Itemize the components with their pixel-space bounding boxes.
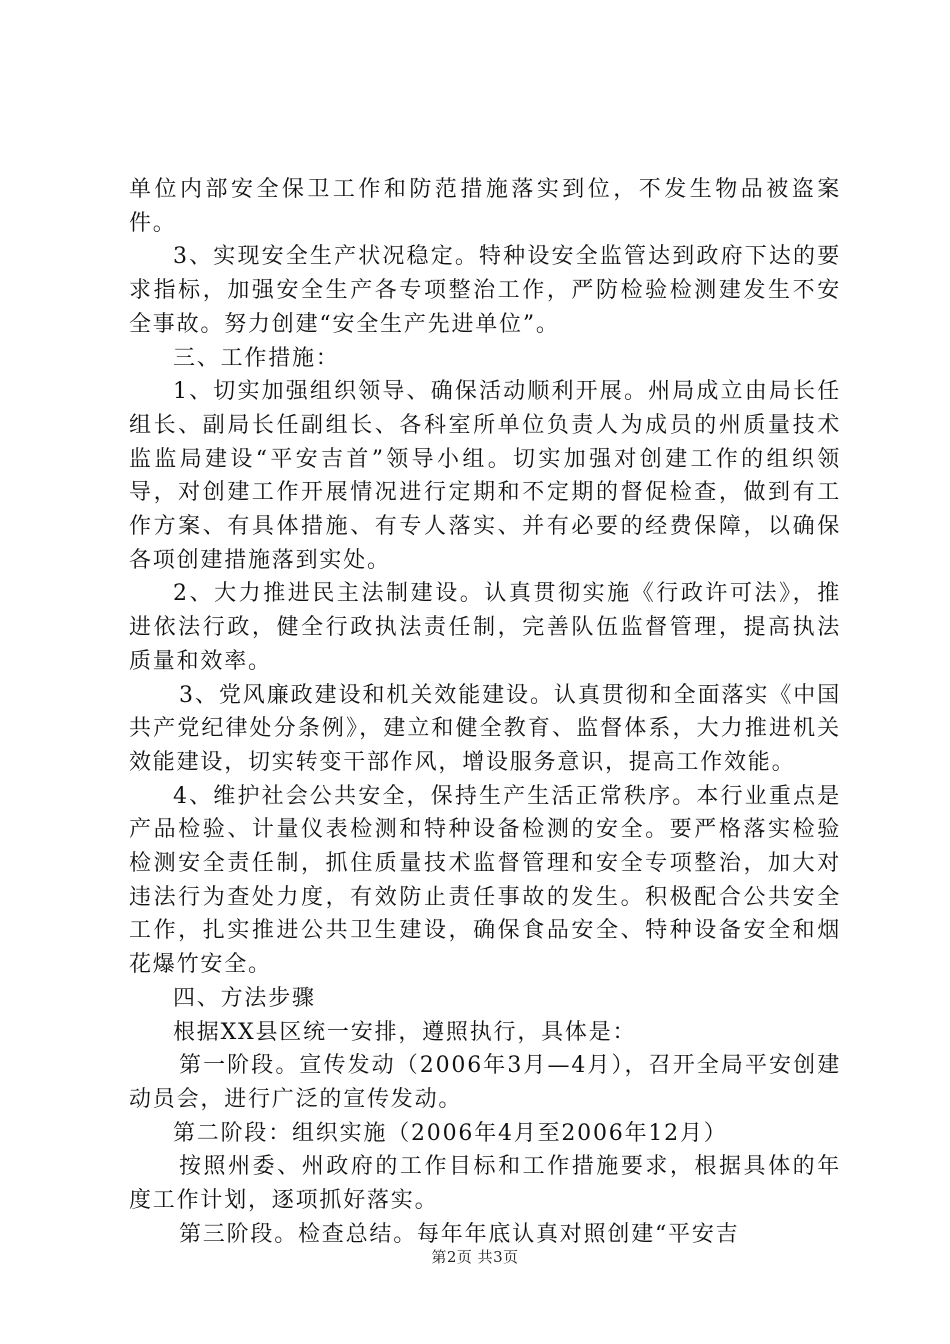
paragraph: 第二阶段：组织实施（2006年4月至2006年12月） — [173, 1120, 728, 1146]
page-footer — [0, 1246, 950, 1267]
paragraph: 根据XX县区统一安排，遵照执行，具体是： — [173, 1019, 637, 1045]
paragraph: 1、切实加强组织领导、确保活动顺利开展。州局成立由局长任组长、副局长任副组长、各科室所单位负责人为成员的州质量技术监监局建设“平安吉首”领导小组。切实加强对创建工作的组织领导，对创建工作开展情况进行定期和不定期的督促检查，做到有工作方案、有具体措施、有专人落实、并有必要的经费保障，以确保各项创建措施落到实处。 — [129, 379, 841, 573]
paragraph: 单位内部安全保卫工作和防范措施落实到位，不发生物品被盗案件。 — [129, 177, 841, 236]
paragraph: 2、大力推进民主法制建设。认真贯彻实施《行政许可法》，推进依法行政，健全行政执法责任制，完善队伍监督管理，提高执法质量和效率。 — [129, 581, 841, 674]
document-body — [129, 173, 841, 1252]
paragraph: 第三阶段。检查总结。每年年底认真对照创建“平安吉 — [179, 1221, 740, 1247]
paragraph: 4、维护社会公共安全，保持生产生活正常秩序。本行业重点是产品检验、计量仪表检测和特种设备检测的安全。要严格落实检验检测安全责任制，抓住质量技术监督管理和安全专项整治，加大对违法行为查处力度，有效防止责任事故的发生。积极配合公共安全工作，扎实推进公共卫生建设，确保食品安全、特种设备安全和烟花爆竹安全。 — [129, 783, 841, 978]
paragraph: 3、党风廉政建设和机关效能建设。认真贯彻和全面落实《中国共产党纪律处分条例》，建立和健全教育、监督体系，大力推进机关效能建设，切实转变干部作风，增设服务意识，提高工作效能。 — [129, 682, 841, 775]
page-number: 第2页 共3页 — [431, 1248, 519, 1266]
paragraph: 第一阶段。宣传发动（2006年3月—4月），召开全局平安创建动员会，进行广泛的宣传发动。 — [129, 1053, 841, 1112]
paragraph: 3、实现安全生产状况稳定。特种设安全监管达到政府下达的要求指标，加强安全生产各专项整治工作，严防检验检测建发生不安全事故。努力创建“安全生产先进单位”。 — [129, 244, 841, 337]
paragraph: 按照州委、州政府的工作目标和工作措施要求，根据具体的年度工作计划，逐项抓好落实。 — [129, 1154, 841, 1214]
section-heading: 四、方法步骤 — [173, 985, 316, 1011]
section-heading: 三、工作措施： — [173, 345, 340, 371]
